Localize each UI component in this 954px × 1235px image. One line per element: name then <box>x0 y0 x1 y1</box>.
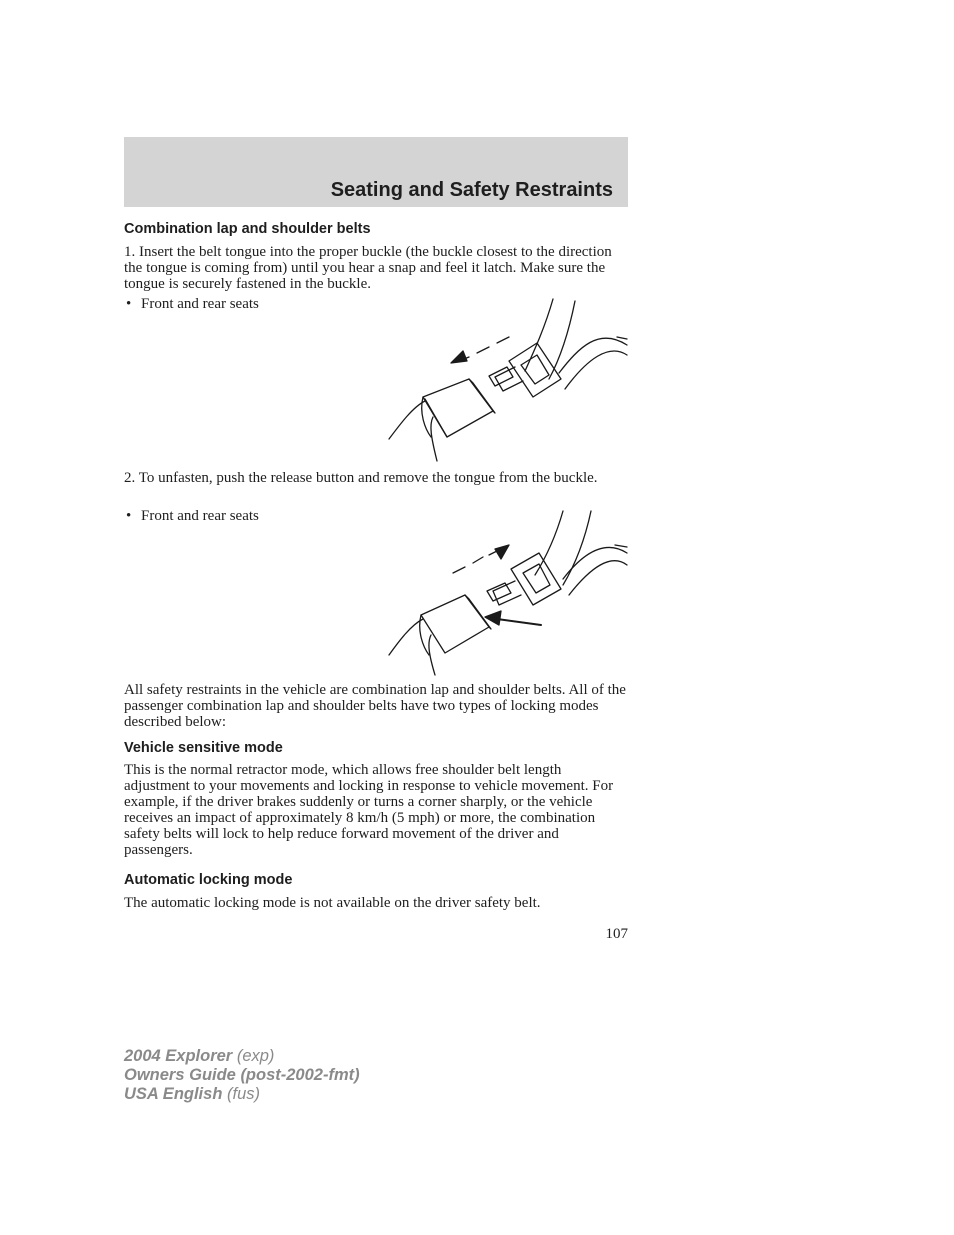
footer-line-1 <box>124 1047 360 1066</box>
vehicle-sensitive-text: This is the normal retractor mode, which allows free shoulder belt length adjustment to your movements and locking in response to vehicle movement. For example, if the driver brakes suddenly or turns a corner sharply, or the vehicle receives an impact of approximately 8 km/h (5 mph) or more, the combination safety belts will lock to help reduce forward movement of the driver and passengers. <box>124 762 614 858</box>
automatic-locking-text: The automatic locking mode is not available on the driver safety belt. <box>124 895 541 911</box>
heading-automatic-locking-mode: Automatic locking mode <box>124 872 293 888</box>
footer-line-3 <box>124 1085 360 1104</box>
footer-guide: Owners Guide (post-2002-fmt) <box>124 1066 360 1084</box>
document-footer <box>124 1047 360 1104</box>
heading-vehicle-sensitive-mode: Vehicle sensitive mode <box>124 740 283 756</box>
step-1-text: 1. Insert the belt tongue into the proper buckle (the buckle closest to the direction the tongue is coming from) until you hear a snap and feel it latch. Make sure the tongue is securely fastened in the buckle. <box>124 244 612 292</box>
bullet-dot: • <box>126 508 132 524</box>
footer-language-code: (fus) <box>222 1085 260 1103</box>
footer-model: 2004 Explorer <box>124 1047 233 1065</box>
footer-model-code: (exp) <box>232 1047 275 1065</box>
bullet-label: Front and rear seats <box>141 508 259 524</box>
bullet-dot: • <box>126 296 132 312</box>
section-title: Seating and Safety Restraints <box>330 179 613 201</box>
page-number: 107 <box>605 926 628 942</box>
bullet-label: Front and rear seats <box>141 296 259 312</box>
footer-language: USA English <box>124 1085 223 1103</box>
belt-fasten-illustration <box>385 297 630 463</box>
section-header-band <box>124 137 628 207</box>
belt-unfasten-illustration <box>385 509 630 677</box>
footer-line-2 <box>124 1066 360 1085</box>
step-2-text: 2. To unfasten, push the release button and remove the tongue from the buckle. <box>124 470 598 486</box>
bullet-item-1 <box>126 296 259 312</box>
summary-text: All safety restraints in the vehicle are combination lap and shoulder belts. All of the passenger combination lap and shoulder belts have two types of locking modes described below: <box>124 682 626 730</box>
heading-combination-belts: Combination lap and shoulder belts <box>124 221 371 237</box>
bullet-item-2 <box>126 508 259 524</box>
